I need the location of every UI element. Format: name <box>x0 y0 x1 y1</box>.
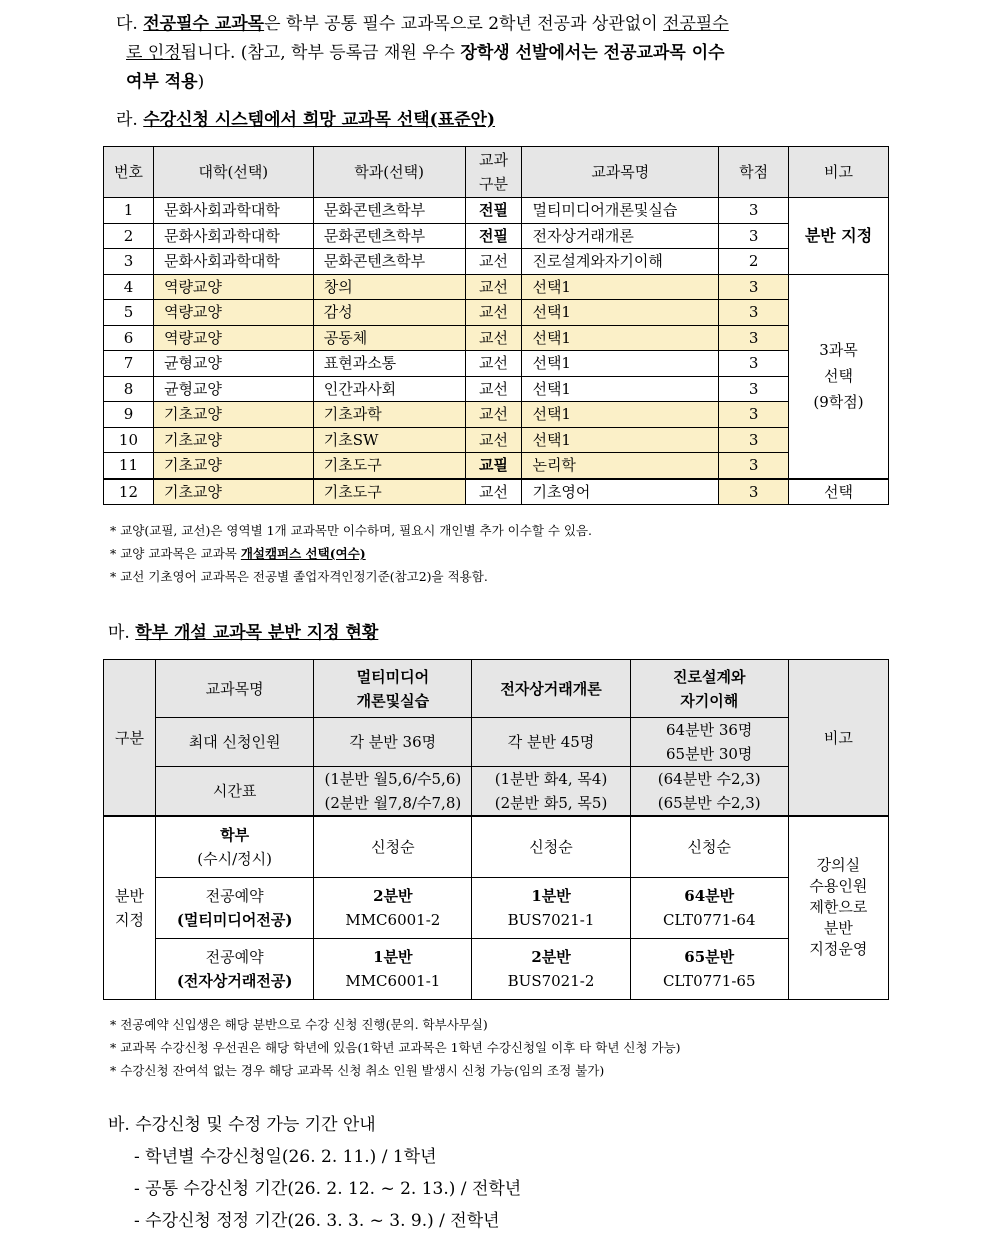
table-header-row <box>104 147 889 198</box>
table-row <box>104 453 889 479</box>
course-name-line: 진로설계와 <box>672 667 746 686</box>
note-text: * 교양 교과목은 교과목 <box>110 546 241 561</box>
max-line: 64분반 36명 <box>666 721 753 739</box>
section-da <box>116 10 906 97</box>
cell-no: 8 <box>104 376 154 402</box>
cell-course: 기초영어 <box>522 479 719 505</box>
assign-line: 지정 <box>115 910 145 929</box>
section-ba <box>108 1109 521 1237</box>
section-da-line2a: 로 인정 <box>126 43 181 63</box>
section-code: BUS7021-1 <box>507 910 595 929</box>
cell-dept: 기초SW <box>313 427 465 453</box>
cell-dept: 감성 <box>313 300 465 326</box>
course-header <box>630 660 788 718</box>
section-code: CLT0771-65 <box>662 971 756 990</box>
section-code: MMC6001-2 <box>345 910 441 929</box>
table-row <box>104 877 889 938</box>
cell-type: 교선 <box>465 325 522 351</box>
section-cell <box>314 938 472 999</box>
cell-dept: 문화콘텐츠학부 <box>313 249 465 275</box>
course-header <box>314 660 472 718</box>
cell-no: 1 <box>104 198 154 224</box>
max-line: 65분반 30명 <box>666 745 753 763</box>
remark-line: 선택 <box>824 367 854 385</box>
note-line: * 전공예약 신입생은 해당 분반으로 수강 신청 진행(문의. 학부사무실) <box>110 1017 488 1032</box>
remark-cell <box>788 816 888 999</box>
cell-college: 기초교양 <box>153 402 313 428</box>
section-da-line2b: 됩니다. (참고, 학부 등록금 재원 우수 <box>180 43 461 63</box>
row-label-line: 전공예약 <box>205 886 264 905</box>
cell-no: 12 <box>104 479 154 505</box>
cell-college: 기초교양 <box>153 427 313 453</box>
section-number: 65분반 <box>684 947 735 966</box>
cell-course: 선택1 <box>522 376 719 402</box>
assign-cell <box>104 816 156 999</box>
table-row <box>104 351 889 377</box>
section-ma-marker: 마. <box>108 623 130 643</box>
cell-no: 6 <box>104 325 154 351</box>
cell-dept: 문화콘텐츠학부 <box>313 223 465 249</box>
section-cell <box>472 938 630 999</box>
required-course-term: 전공필수 교과목 <box>143 14 265 34</box>
max-label-cell: 최대 신청인원 <box>156 718 314 767</box>
cell-course: 멀티미디어개론및실습 <box>522 198 719 224</box>
cell-remark: 선택 <box>789 479 889 505</box>
section-da-marker: 다. <box>116 14 138 34</box>
section-number: 2분반 <box>373 886 413 905</box>
section-number: 1분반 <box>373 947 413 966</box>
col-header: 대학(선택) <box>153 147 313 198</box>
cell-dept: 창의 <box>313 274 465 300</box>
cell-type: 교선 <box>465 274 522 300</box>
section-da-line3: 여부 적용 <box>126 72 198 92</box>
schedule-cell <box>630 767 788 817</box>
note-line: * 수강신청 잔여석 없는 경우 해당 교과목 신청 취소 인원 발생시 신청 가능(임의 조정 불가) <box>110 1063 605 1078</box>
cell-dept: 표현과소통 <box>313 351 465 377</box>
cell-course: 진로설계와자기이해 <box>522 249 719 275</box>
course-name-line: 멀티미디어 <box>356 667 430 686</box>
cell-no: 3 <box>104 249 154 275</box>
remark-header: 비고 <box>788 660 888 817</box>
section-da-line3-end: ) <box>197 72 205 92</box>
cell-dept: 문화콘텐츠학부 <box>313 198 465 224</box>
cell-remark: 분반 지정 <box>789 198 889 275</box>
table-row <box>104 767 889 817</box>
gubun-cell: 구분 <box>104 660 156 817</box>
remark-line: 강의실 <box>816 856 861 875</box>
schedule-line: (1분반 화4, 목4) <box>494 770 608 788</box>
cell-college: 역량교양 <box>153 274 313 300</box>
list-item: - 학년별 수강신청일(26. 2. 11.) / 1학년 <box>134 1147 437 1167</box>
cell-college: 문화사회과학대학 <box>153 198 313 224</box>
row-label-line: (멀티미디어전공) <box>176 910 293 929</box>
first-come-cell: 신청순 <box>314 816 472 877</box>
section-da-required: 전공필수 <box>663 14 729 34</box>
cell-dept: 인간과사회 <box>313 376 465 402</box>
cell-college: 역량교양 <box>153 325 313 351</box>
section-da-text: 은 학부 공통 필수 교과목으로 2학년 전공과 상관없이 <box>264 14 664 34</box>
notes-table2 <box>110 1013 681 1082</box>
section-cell <box>472 877 630 938</box>
schedule-line: (1분반 월5,6/수5,6) <box>324 770 462 788</box>
row-label <box>156 938 314 999</box>
list-item: - 수강신청 정정 기간(26. 3. 3. ~ 3. 9.) / 전학년 <box>134 1211 500 1231</box>
row-label <box>156 877 314 938</box>
cell-credit: 3 <box>719 427 789 453</box>
note-line: * 교양(교필, 교선)은 영역별 1개 교과목만 이수하며, 필요시 개인별 추가 이수할 수 있음. <box>110 523 593 538</box>
cell-course: 전자상거래개론 <box>522 223 719 249</box>
col-header: 교과 구분 <box>465 147 522 198</box>
col-header: 번호 <box>104 147 154 198</box>
cell-college: 균형교양 <box>153 351 313 377</box>
section-ba-title: 바. 수강신청 및 수정 가능 기간 안내 <box>108 1115 376 1135</box>
table-row <box>104 718 889 767</box>
list-item: - 공통 수강신청 기간(26. 2. 12. ~ 2. 13.) / 전학년 <box>134 1179 522 1199</box>
note-emphasis: 개설캠퍼스 선택(여수) <box>240 546 366 561</box>
cell-no: 5 <box>104 300 154 326</box>
cell-credit: 3 <box>719 453 789 479</box>
remark-line: 지정운영 <box>809 940 868 959</box>
remark-line: 수용인원 <box>809 877 868 896</box>
max-cell <box>630 718 788 767</box>
cell-college: 기초교양 <box>153 479 313 505</box>
note-line <box>110 542 592 565</box>
cell-credit: 3 <box>719 402 789 428</box>
row-label-line: (수시/정시) <box>197 849 273 868</box>
table-row <box>104 479 889 505</box>
section-cell <box>630 938 788 999</box>
cell-credit: 3 <box>719 300 789 326</box>
row-label <box>156 816 314 877</box>
cell-no: 9 <box>104 402 154 428</box>
cell-credit: 3 <box>719 223 789 249</box>
max-cell: 각 분반 45명 <box>472 718 630 767</box>
section-assignment-table <box>103 659 889 1000</box>
schedule-line: (65분반 수2,3) <box>657 794 761 812</box>
row-label-line: 학부 <box>220 825 250 844</box>
cell-college: 균형교양 <box>153 376 313 402</box>
remark-line: 제한으로 <box>809 898 868 917</box>
cell-course: 선택1 <box>522 300 719 326</box>
section-ra-title: 수강신청 시스템에서 희망 교과목 선택(표준안) <box>143 110 496 130</box>
first-come-cell: 신청순 <box>472 816 630 877</box>
col-header: 교과목명 <box>522 147 719 198</box>
section-ra-marker: 라. <box>116 110 138 130</box>
course-selection-table <box>103 146 889 505</box>
section-number: 1분반 <box>531 886 571 905</box>
cell-type: 교선 <box>465 427 522 453</box>
section-ma-heading <box>108 621 378 645</box>
table-row <box>104 660 889 718</box>
cell-type: 교선 <box>465 402 522 428</box>
col-header: 학점 <box>719 147 789 198</box>
cell-course: 선택1 <box>522 402 719 428</box>
table-row <box>104 816 889 877</box>
cell-remark <box>789 274 889 479</box>
cell-dept: 기초과학 <box>313 402 465 428</box>
note-line: * 교과목 수강신청 우선권은 해당 학년에 있음(1학년 교과목은 1학년 수강신청일 이후 타 학년 신청 가능) <box>110 1040 681 1055</box>
cell-college: 기초교양 <box>153 453 313 479</box>
cell-type: 교필 <box>465 453 522 479</box>
cell-course: 선택1 <box>522 351 719 377</box>
cell-type: 교선 <box>465 249 522 275</box>
schedule-cell <box>314 767 472 817</box>
section-number: 64분반 <box>684 886 735 905</box>
cell-dept: 기초도구 <box>313 453 465 479</box>
cell-course: 논리학 <box>522 453 719 479</box>
schedule-label-cell: 시간표 <box>156 767 314 817</box>
cell-type: 교선 <box>465 376 522 402</box>
schedule-line: (2분반 월7,8/수7,8) <box>324 794 462 812</box>
section-ra-heading <box>116 108 495 132</box>
table-row <box>104 325 889 351</box>
table-row <box>104 249 889 275</box>
cell-college: 문화사회과학대학 <box>153 223 313 249</box>
section-da-line2c: 장학생 선발에서는 전공교과목 이수 <box>460 43 725 63</box>
max-cell: 각 분반 36명 <box>314 718 472 767</box>
col-header: 학과(선택) <box>313 147 465 198</box>
course-header: 전자상거래개론 <box>472 660 630 718</box>
cell-no: 7 <box>104 351 154 377</box>
cell-dept: 기초도구 <box>313 479 465 505</box>
cell-credit: 2 <box>719 249 789 275</box>
cell-course: 선택1 <box>522 325 719 351</box>
cell-credit: 3 <box>719 351 789 377</box>
cell-credit: 3 <box>719 274 789 300</box>
table-row <box>104 427 889 453</box>
remark-line: (9학점) <box>813 393 864 411</box>
section-ma-title: 학부 개설 교과목 분반 지정 현황 <box>135 623 379 643</box>
table-row <box>104 223 889 249</box>
note-line: * 교선 기초영어 교과목은 전공별 졸업자격인정기준(참고2)을 적용함. <box>110 569 488 584</box>
cell-credit: 3 <box>719 198 789 224</box>
section-cell <box>314 877 472 938</box>
cell-no: 10 <box>104 427 154 453</box>
course-name-line: 자기이해 <box>680 691 739 710</box>
cell-type: 교선 <box>465 479 522 505</box>
schedule-line: (2분반 화5, 목5) <box>494 794 608 812</box>
table-row <box>104 402 889 428</box>
cell-credit: 3 <box>719 479 789 505</box>
schedule-cell <box>472 767 630 817</box>
cell-credit: 3 <box>719 325 789 351</box>
table-row <box>104 938 889 999</box>
cell-type: 교선 <box>465 300 522 326</box>
cell-no: 11 <box>104 453 154 479</box>
row-label-line: (전자상거래전공) <box>176 971 293 990</box>
table-row <box>104 198 889 224</box>
cell-dept: 공동체 <box>313 325 465 351</box>
cell-credit: 3 <box>719 376 789 402</box>
first-come-cell: 신청순 <box>630 816 788 877</box>
section-code: BUS7021-2 <box>507 971 595 990</box>
table-row <box>104 376 889 402</box>
cell-college: 역량교양 <box>153 300 313 326</box>
table-row <box>104 300 889 326</box>
remark-line: 3과목 <box>819 341 858 359</box>
cell-no: 2 <box>104 223 154 249</box>
remark-line: 분반 <box>823 919 853 938</box>
notes-table1 <box>110 519 592 588</box>
row-label-line: 전공예약 <box>205 947 264 966</box>
cell-type: 전필 <box>465 223 522 249</box>
assign-line: 분반 <box>115 886 145 905</box>
course-name-line: 개론및실습 <box>356 691 430 710</box>
section-number: 2분반 <box>531 947 571 966</box>
cell-college: 문화사회과학대학 <box>153 249 313 275</box>
col-header: 비고 <box>789 147 889 198</box>
cell-type: 전필 <box>465 198 522 224</box>
cell-type: 교선 <box>465 351 522 377</box>
section-code: MMC6001-1 <box>345 971 441 990</box>
course-label-cell: 교과목명 <box>156 660 314 718</box>
table-row <box>104 274 889 300</box>
cell-course: 선택1 <box>522 274 719 300</box>
cell-no: 4 <box>104 274 154 300</box>
schedule-line: (64분반 수2,3) <box>657 770 761 788</box>
cell-course: 선택1 <box>522 427 719 453</box>
section-cell <box>630 877 788 938</box>
section-code: CLT0771-64 <box>662 910 756 929</box>
